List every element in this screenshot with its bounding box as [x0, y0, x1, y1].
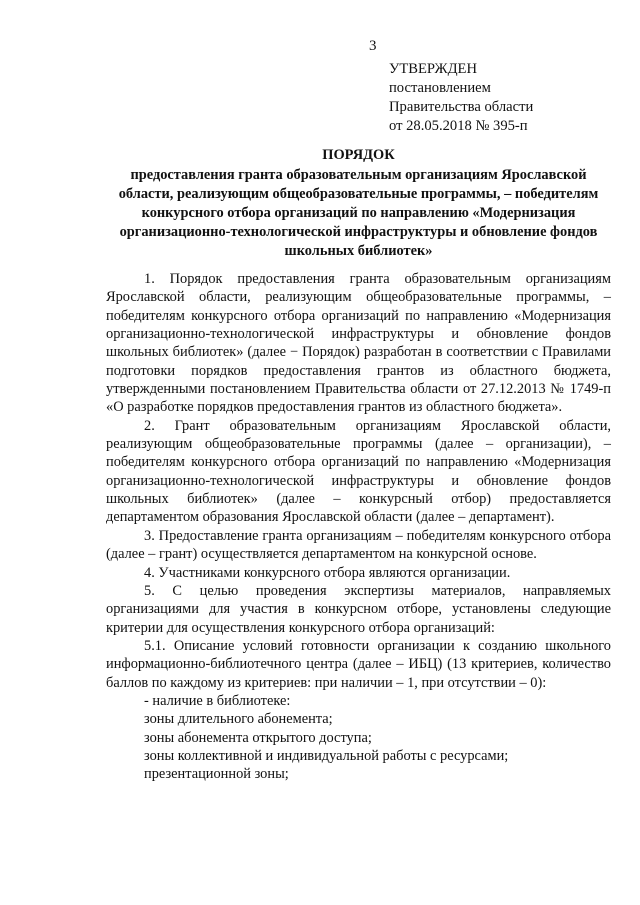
approval-stamp — [389, 60, 533, 136]
paragraph-5-1: 5.1. Описание условий готовности организации к созданию школьного информационно-библиотечного центра (далее – ИБЦ) (13 критериев, количество баллов по каждому из критериев: при наличии – 1, при отсутствии – 0): — [106, 637, 611, 691]
approval-line-3: Правительства области — [389, 99, 534, 115]
document-heading: ПОРЯДОК — [322, 147, 395, 163]
list-item: - наличие в библиотеке: — [144, 692, 291, 709]
approval-line-4: от 28.05.2018 № 395-п — [389, 118, 528, 134]
paragraph-1: 1. Порядок предоставления гранта образовательным организациям Ярославской области, реализующим общеобразовательные программы, – победителям конкурсного отбора организаций по направлению «Модернизация организационно-технологической инфраструктуры и обновление фондов школьных библиотек» (далее − Порядок) разработан в соответствии с Правилами подготовки порядков предоставления грантов из областного бюджета, утвержденными постановлением Правительства области от 27.12.2013 № 1749-п «О разработке порядков предоставления грантов из областного бюджета». — [106, 271, 611, 416]
paragraph-4: 4. Участниками конкурсного отбора являются организации. — [144, 564, 511, 581]
list-item: зоны коллективной и индивидуальной работы с ресурсами; — [144, 747, 509, 764]
approval-line-1: УТВЕРЖДЕН — [389, 61, 477, 77]
document-body — [106, 270, 611, 784]
paragraph-2: 2. Грант образовательным организациям Ярославской области, реализующим общеобразовательные программы (далее – организации), – победителям конкурсного отбора организаций по направлению «Модернизация организационно-технологической инфраструктуры и обновление фондов школьных библиотек» (далее – конкурсный отбор) предоставляется департаментом образования Ярославской области (далее – департамент). — [106, 417, 611, 526]
document-title-block — [106, 146, 611, 261]
list-item: зоны абонемента открытого доступа; — [144, 729, 372, 746]
approval-line-2: постановлением — [389, 80, 491, 96]
list-item: презентационной зоны; — [144, 766, 289, 783]
page-number: 3 — [369, 38, 377, 54]
document-subtitle: предоставления гранта образовательным организациям Ярославской области, реализующим общеобразовательные программы, – победителям конкурсного отбора организаций по направлению «Модернизация организационно-технологической инфраструктуры и обновление фондов школьных библиотек» — [118, 167, 599, 259]
paragraph-5: 5. С целью проведения экспертизы материалов, направляемых организациями для участия в конкурсном отборе, установлены следующие критерии для осуществления конкурсного отбора организаций: — [106, 582, 611, 636]
paragraph-3: 3. Предоставление гранта организациям – победителям конкурсного отбора (далее – грант) осуществляется департаментом на конкурсной основе. — [106, 527, 611, 563]
list-item: зоны длительного абонемента; — [144, 711, 333, 728]
